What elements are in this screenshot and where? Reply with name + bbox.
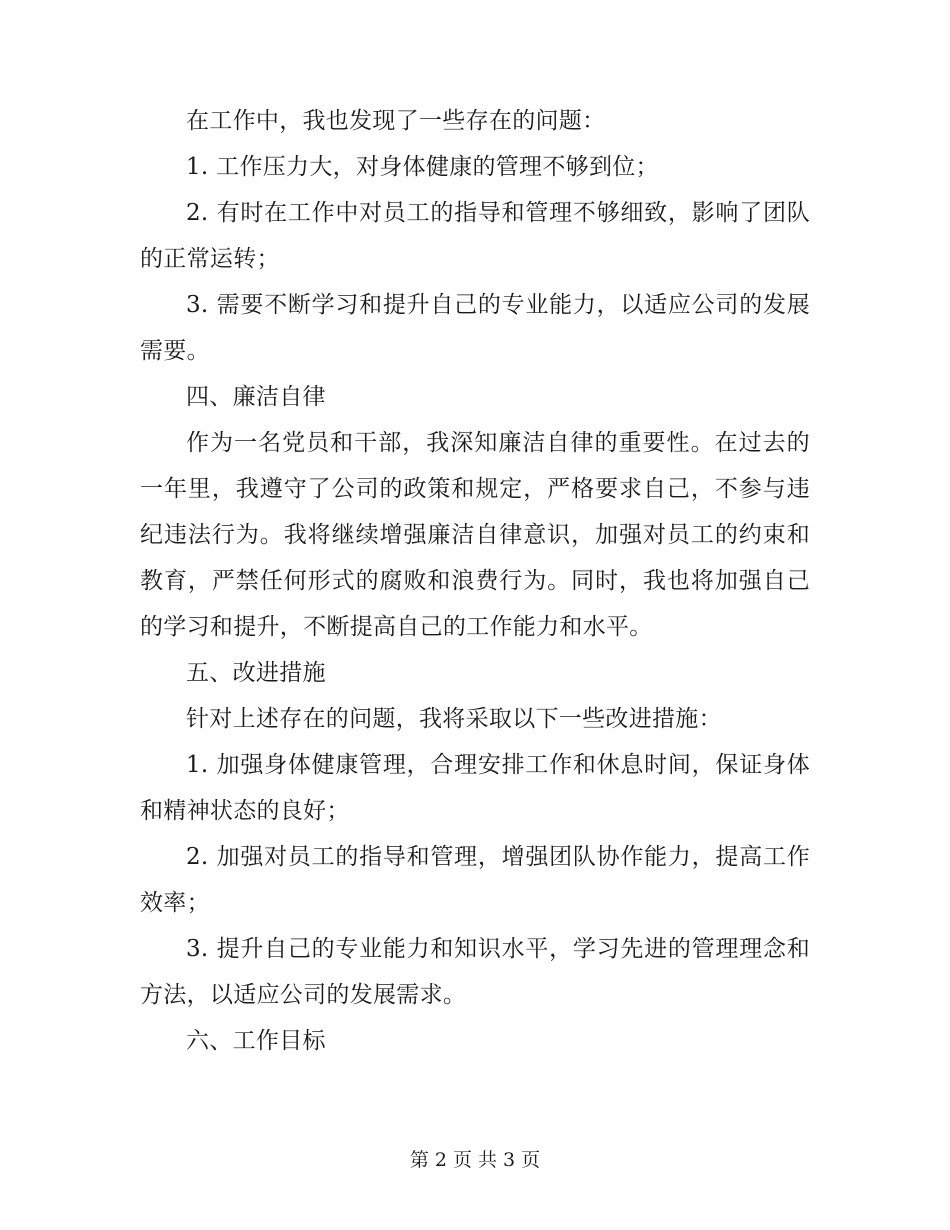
section-heading-improvements: 五、改进措施: [186, 660, 326, 686]
paragraph-improvement-1: 1. 加强身体健康管理，合理安排工作和休息时间，保证身体和精神状态的良好；: [140, 752, 810, 824]
page-number-footer: 第 2 页 共 3 页: [409, 1149, 541, 1171]
paragraph-problem-3: 3. 需要不断学习和提升自己的专业能力，以适应公司的发展需要。: [140, 292, 810, 364]
section-heading-goals: 六、工作目标: [186, 1028, 326, 1054]
paragraph-improvements-intro: 针对上述存在的问题，我将采取以下一些改进措施：: [186, 706, 722, 732]
paragraph-improvement-2: 2. 加强对员工的指导和管理，增强团队协作能力，提高工作效率；: [140, 844, 810, 916]
document-body: [140, 98, 810, 1064]
paragraph-integrity: 作为一名党员和干部，我深知廉洁自律的重要性。在过去的一年里，我遵守了公司的政策和规定，严格要求自己，不参与违纪违法行为。我将继续增强廉洁自律意识，加强对员工的约束和教育，严禁任何形式的腐败和浪费行为。同时，我也将加强自己的学习和提升，不断提高自己的工作能力和水平。: [140, 430, 810, 640]
paragraph-problem-2: 2. 有时在工作中对员工的指导和管理不够细致，影响了团队的正常运转；: [140, 200, 810, 272]
paragraph-problems-intro: 在工作中，我也发现了一些存在的问题：: [186, 108, 606, 134]
paragraph-problem-1: 1. 工作压力大，对身体健康的管理不够到位；: [186, 154, 659, 180]
section-heading-integrity: 四、廉洁自律: [186, 384, 326, 410]
paragraph-improvement-3: 3. 提升自己的专业能力和知识水平，学习先进的管理理念和方法，以适应公司的发展需求。: [140, 936, 810, 1008]
